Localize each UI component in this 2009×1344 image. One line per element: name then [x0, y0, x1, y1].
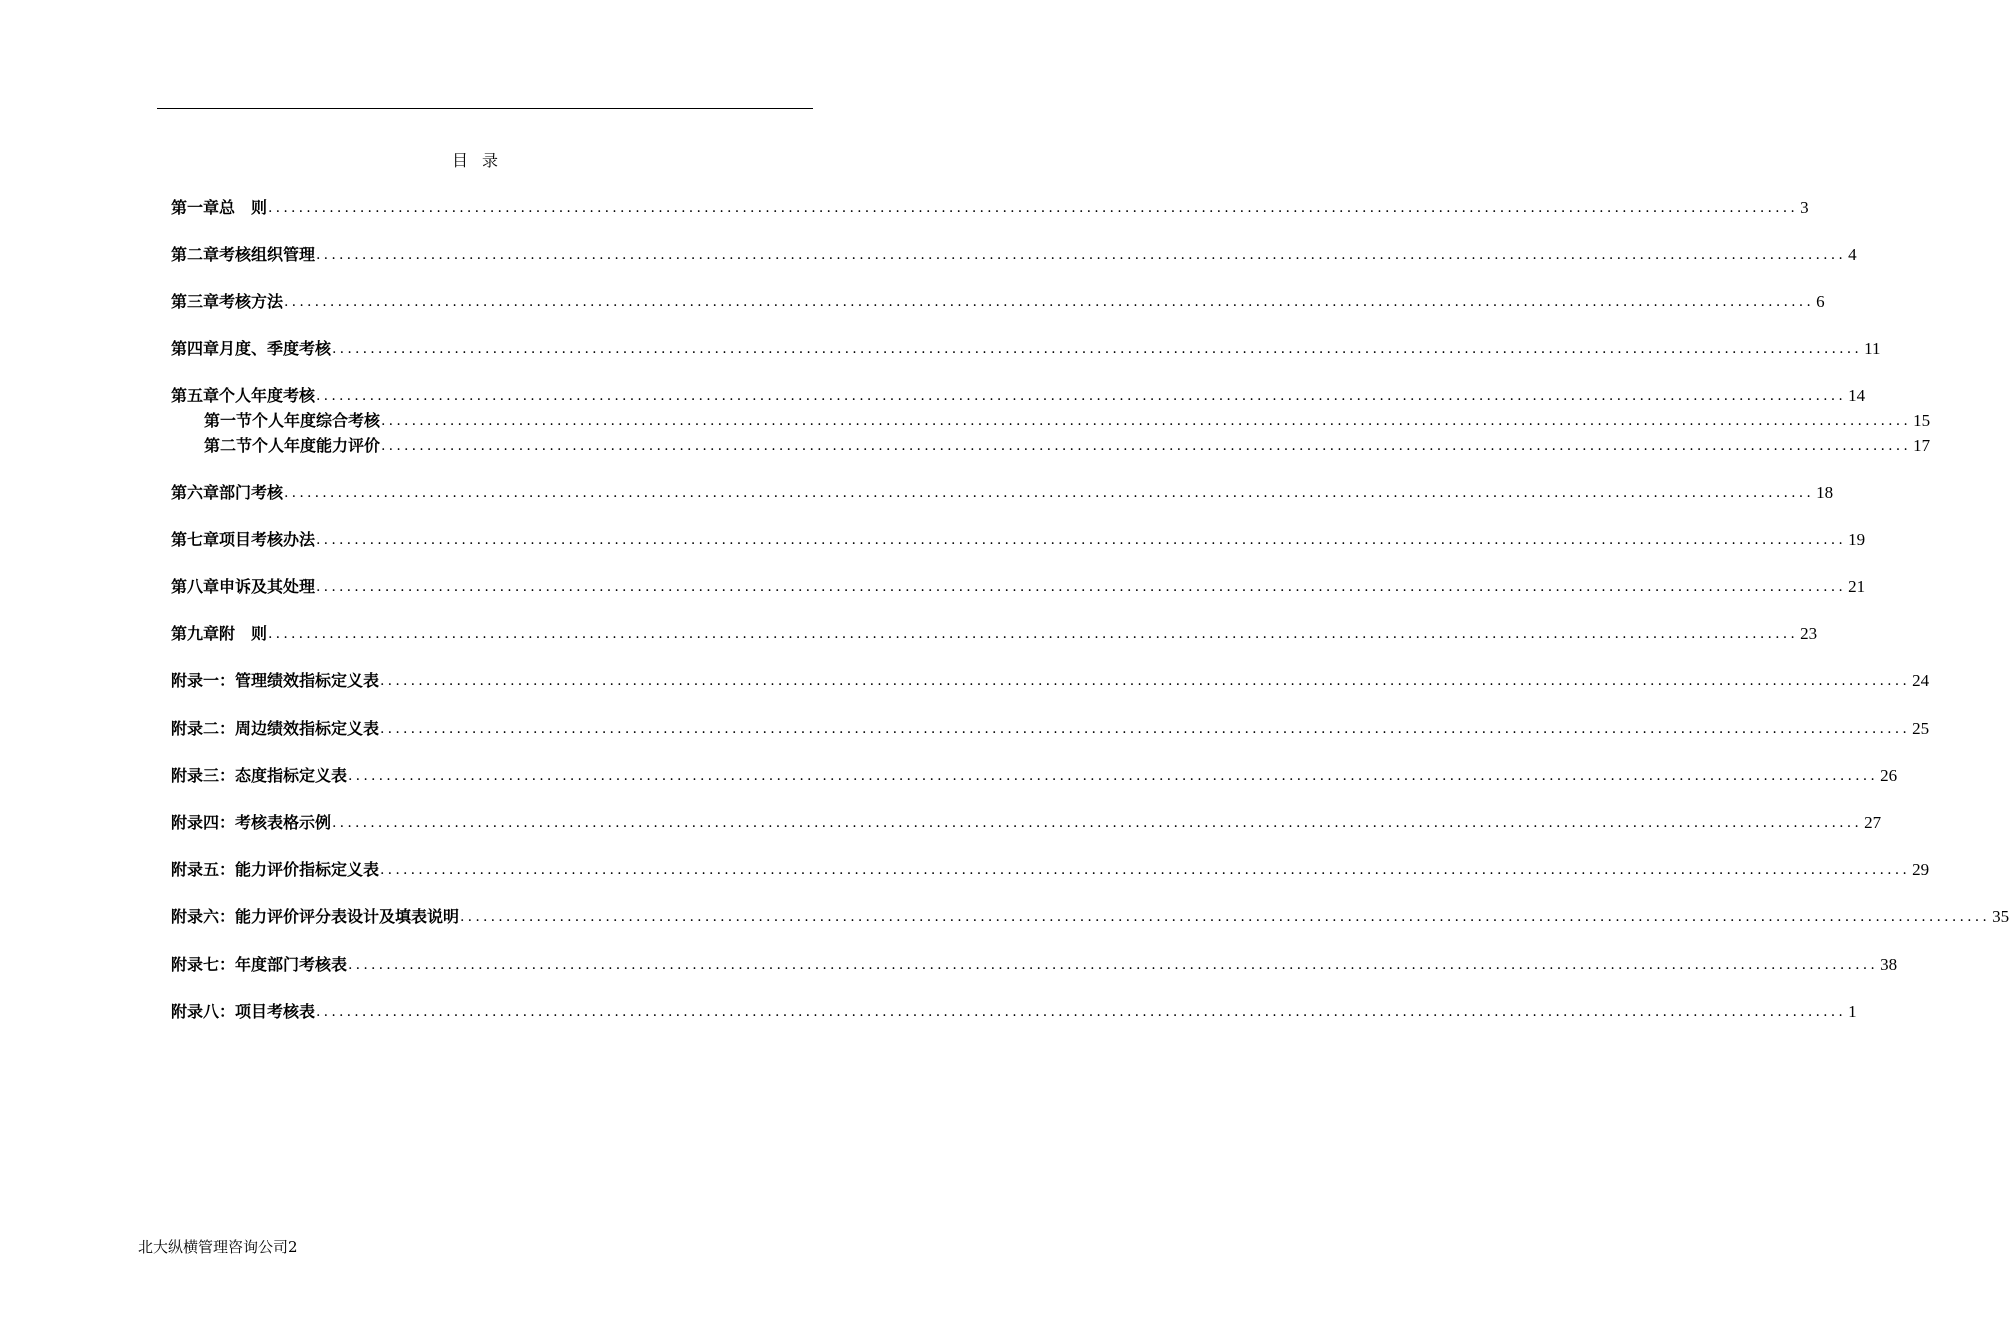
toc-entry[interactable]: [171, 859, 1930, 881]
toc-title: 目录: [451, 151, 512, 170]
toc-dot-leader: ........................................................................................................................................................................................................: [268, 200, 1799, 216]
toc-entry[interactable]: [171, 718, 1930, 740]
toc-entry-number: 第六章: [171, 483, 220, 502]
toc-entry-number: 附录七：: [171, 955, 236, 974]
toc-entry-number: 第五章: [171, 386, 220, 405]
toc-page-number: 17: [1913, 436, 1931, 455]
toc-page-number: 35: [1992, 907, 2009, 926]
toc-entry[interactable]: [171, 385, 1866, 407]
toc-dot-leader: ........................................................................................................................................................................................................: [268, 626, 1799, 642]
toc-dot-leader: ........................................................................................................................................................................................................: [348, 957, 1879, 973]
toc-entry-number: 附录五：: [171, 860, 236, 879]
toc-page-number: 23: [1800, 624, 1818, 643]
toc-page-number: 3: [1800, 198, 1809, 217]
toc-page-number: 29: [1912, 860, 1930, 879]
toc-page-number: 24: [1912, 671, 1930, 690]
toc-dot-leader: ........................................................................................................................................................................................................: [316, 388, 1847, 404]
toc-entry[interactable]: [171, 482, 1834, 504]
toc-dot-leader: ........................................................................................................................................................................................................: [381, 413, 1912, 429]
toc-dot-leader: ........................................................................................................................................................................................................: [348, 768, 1879, 784]
toc-dot-leader: ........................................................................................................................................................................................................: [284, 485, 1815, 501]
toc-entry-label: 周边绩效指标定义表: [235, 719, 380, 738]
toc-page-number: 27: [1864, 813, 1882, 832]
toc-dot-leader: ........................................................................................................................................................................................................: [380, 862, 1911, 878]
toc-page-number: 26: [1880, 766, 1898, 785]
toc-entry-number: 附录一：: [171, 671, 236, 690]
toc-entry[interactable]: [171, 576, 1866, 598]
toc-entry-label: 考核方法: [219, 292, 284, 311]
toc-entry-number: 附录六：: [171, 907, 236, 926]
toc-entry-label: 部门考核: [219, 483, 284, 502]
toc-entry[interactable]: [171, 244, 1857, 266]
toc-entry-number: 第二节: [204, 436, 253, 455]
toc-entry-number: 第三章: [171, 292, 220, 311]
toc-page-number: 18: [1816, 483, 1834, 502]
toc-entry-number: 附录二：: [171, 719, 236, 738]
toc-entry[interactable]: [171, 1001, 1857, 1023]
toc-page-number: 4: [1848, 245, 1857, 264]
toc-entry[interactable]: [204, 410, 1931, 432]
toc-page-number: 21: [1848, 577, 1866, 596]
toc-entry-number: 第一章: [171, 198, 220, 217]
toc-entry-label: 考核组织管理: [219, 245, 316, 264]
toc-dot-leader: ........................................................................................................................................................................................................: [460, 909, 1991, 925]
toc-page-number: 15: [1913, 411, 1931, 430]
toc-entry-number: 第二章: [171, 245, 220, 264]
toc-page-number: 1: [1848, 1002, 1857, 1021]
toc-dot-leader: ........................................................................................................................................................................................................: [332, 341, 1863, 357]
toc-entry-number: 第七章: [171, 530, 220, 549]
toc-entry[interactable]: [171, 197, 1809, 219]
toc-entry-label: 个人年度能力评价: [252, 436, 381, 455]
toc-entry-label: 个人年度综合考核: [252, 411, 381, 430]
toc-entry-number: 第九章: [171, 624, 220, 643]
toc-page-number: 25: [1912, 719, 1930, 738]
toc-entry-number: 第一节: [204, 411, 253, 430]
toc-dot-leader: ........................................................................................................................................................................................................: [316, 532, 1847, 548]
toc-dot-leader: ........................................................................................................................................................................................................: [381, 438, 1912, 454]
toc-dot-leader: ........................................................................................................................................................................................................: [332, 815, 1863, 831]
toc-entry-label: 申诉及其处理: [219, 577, 316, 596]
toc-entry[interactable]: [171, 765, 1898, 787]
toc-entry-label: 总 则: [219, 198, 268, 217]
toc-entry-number: 第八章: [171, 577, 220, 596]
toc-entry-label: 态度指标定义表: [235, 766, 348, 785]
toc-entry-label: 年度部门考核表: [235, 955, 348, 974]
toc-entry[interactable]: [171, 623, 1818, 645]
toc-entry-label: 项目考核办法: [219, 530, 316, 549]
toc-page-number: 14: [1848, 386, 1866, 405]
toc-page-number: 19: [1848, 530, 1866, 549]
toc-page-number: 6: [1816, 292, 1825, 311]
toc-entry-label: 能力评价指标定义表: [235, 860, 380, 879]
toc-dot-leader: ........................................................................................................................................................................................................: [316, 579, 1847, 595]
toc-dot-leader: ........................................................................................................................................................................................................: [316, 1004, 1847, 1020]
toc-entry-label: 月度、季度考核: [219, 339, 332, 358]
toc-entry-label: 项目考核表: [235, 1002, 316, 1021]
header-rule: [157, 108, 813, 109]
toc-dot-leader: ........................................................................................................................................................................................................: [284, 294, 1815, 310]
toc-entry-label: 管理绩效指标定义表: [235, 671, 380, 690]
toc-dot-leader: ........................................................................................................................................................................................................: [380, 721, 1911, 737]
toc-dot-leader: ........................................................................................................................................................................................................: [316, 247, 1847, 263]
toc-entry[interactable]: [171, 338, 1881, 360]
toc-entry[interactable]: [171, 670, 1930, 692]
toc-page-number: 11: [1864, 339, 1881, 358]
toc-entry-label: 考核表格示例: [235, 813, 332, 832]
toc-entry-number: 附录八：: [171, 1002, 236, 1021]
toc-entry[interactable]: [171, 291, 1825, 313]
toc-entry[interactable]: [204, 435, 1931, 457]
toc-entry-label: 个人年度考核: [219, 386, 316, 405]
toc-entry[interactable]: [171, 812, 1882, 834]
toc-entry-number: 附录四：: [171, 813, 236, 832]
toc-entry-label: 附 则: [219, 624, 268, 643]
toc-entry-number: 附录三：: [171, 766, 236, 785]
toc-entry[interactable]: [171, 529, 1866, 551]
toc-entry-label: 能力评价评分表设计及填表说明: [235, 907, 460, 926]
toc-page-number: 38: [1880, 955, 1898, 974]
footer-text: 北大纵横管理咨询公司2: [138, 1238, 298, 1256]
toc-entry-number: 第四章: [171, 339, 220, 358]
toc-dot-leader: ........................................................................................................................................................................................................: [380, 673, 1911, 689]
toc-entry[interactable]: [171, 954, 1898, 976]
toc-entry[interactable]: [171, 906, 2009, 928]
